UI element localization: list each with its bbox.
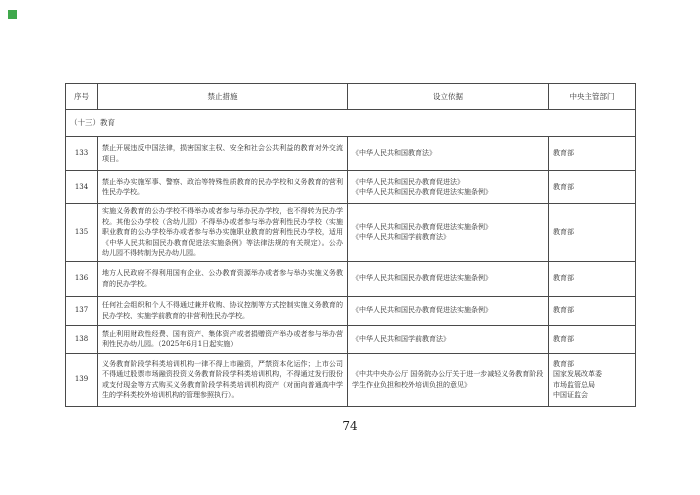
table-row [66,325,636,353]
basis-cell [348,204,549,262]
basis-cell [348,171,549,204]
measure-text: 实施义务教育的公办学校不得举办或者参与举办民办学校，也不得转为民办学校。其他公办学校（含幼儿园）不得举办或者参与举办营利性民办学校（实施职业教育的公办学校举办或者参与举办实施职业教育的营利性民办学校，适用《中华人民共和国民办教育促进法实施条例》等法律法规的有关规定）。公办幼儿园不得转制为民办幼儿园。 [98,204,348,262]
basis-line: 《中华人民共和国学前教育法》 [352,233,450,242]
table-row [66,353,636,406]
dept-line: 教育部 [553,182,574,191]
section-title: （十三）教育 [66,110,636,137]
basis-line: 《中华人民共和国民办教育促进法实施条例》 [352,306,492,315]
measure-text: 禁止利用财政性经费、国有资产、集体资产或者捐赠资产举办或者参与举办营利性民办幼儿园。（2025年6月1日起实施） [98,325,348,353]
dept-line: 教育部 [553,228,574,236]
dept-cell [549,204,636,262]
row-number: 138 [66,325,98,353]
dept-cell [549,296,636,325]
section-row [66,110,636,137]
table-row [66,137,636,171]
basis-cell [348,353,549,406]
dept-cell [549,171,636,204]
measure-text: 禁止举办实施军事、警察、政治等特殊性质教育的民办学校和义务教育的营利性民办学校。 [98,171,348,204]
row-number: 136 [66,261,98,296]
dept-line: 教育部 [553,334,574,343]
table-row [66,204,636,262]
dept-line: 市场监管总局 [553,380,595,389]
green-corner-mark [8,10,17,19]
basis-cell [348,137,549,171]
measure-text: 任何社会组织和个人不得通过兼并收购、协议控制等方式控制实施义务教育的民办学校、实施学前教育的非营利性民办学校。 [98,296,348,325]
dept-cell [549,261,636,296]
header-basis: 设立依据 [348,84,549,110]
dept-line: 教育部 [553,306,574,315]
dept-line: 国家发展改革委 [553,370,602,378]
basis-line: 《中华人民共和国教育法》 [352,149,436,158]
table-header-row [66,84,636,110]
row-number: 135 [66,204,98,262]
measure-text: 禁止开展违反中国法律，损害国家主权、安全和社会公共利益的教育对外交流项目。 [98,137,348,171]
basis-cell [348,261,549,296]
row-number: 134 [66,171,98,204]
dept-cell [549,137,636,171]
basis-line: 《中华人民共和国民办教育促进法实施条例》 [352,188,492,196]
header-index: 序号 [66,84,98,110]
dept-line: 教育部 [553,149,574,158]
row-number: 139 [66,353,98,406]
basis-line: 《中华人民共和国民办教育促进法实施条例》 [352,222,492,231]
prohibition-table [65,83,636,407]
basis-line: 《中共中央办公厅 国务院办公厅关于进一步减轻义务教育阶段学生作业负担和校外培训负担的意见》 [352,370,544,389]
basis-cell [348,325,549,353]
dept-cell [549,325,636,353]
table-row [66,171,636,204]
dept-line: 教育部 [553,359,574,368]
measure-text: 义务教育阶段学科类培训机构一律不得上市融资，严禁资本化运作；上市公司不得通过股票市场融资投资义务教育阶段学科类培训机构，不得通过发行股份或支付现金等方式购买义务教育阶段学科类培训机构资产（对面向普通高中学生的学科类校外培训机构的管理参照执行）。 [98,353,348,406]
dept-line: 教育部 [553,274,574,283]
row-number: 133 [66,137,98,171]
basis-cell [348,296,549,325]
basis-line: 《中华人民共和国民办教育促进法实施条例》 [352,274,492,283]
header-measure: 禁止措施 [98,84,348,110]
table-row [66,296,636,325]
page-number: 74 [342,419,358,433]
row-number: 137 [66,296,98,325]
header-dept: 中央主管部门 [549,84,636,110]
table-row [66,261,636,296]
dept-cell [549,353,636,406]
dept-line: 中国证监会 [553,391,588,399]
measure-text: 地方人民政府不得利用国有企业、公办教育资源举办或者参与举办实施义务教育的民办学校。 [98,261,348,296]
basis-line: 《中华人民共和国学前教育法》 [352,334,450,343]
basis-line: 《中华人民共和国民办教育促进法》 [352,177,464,186]
